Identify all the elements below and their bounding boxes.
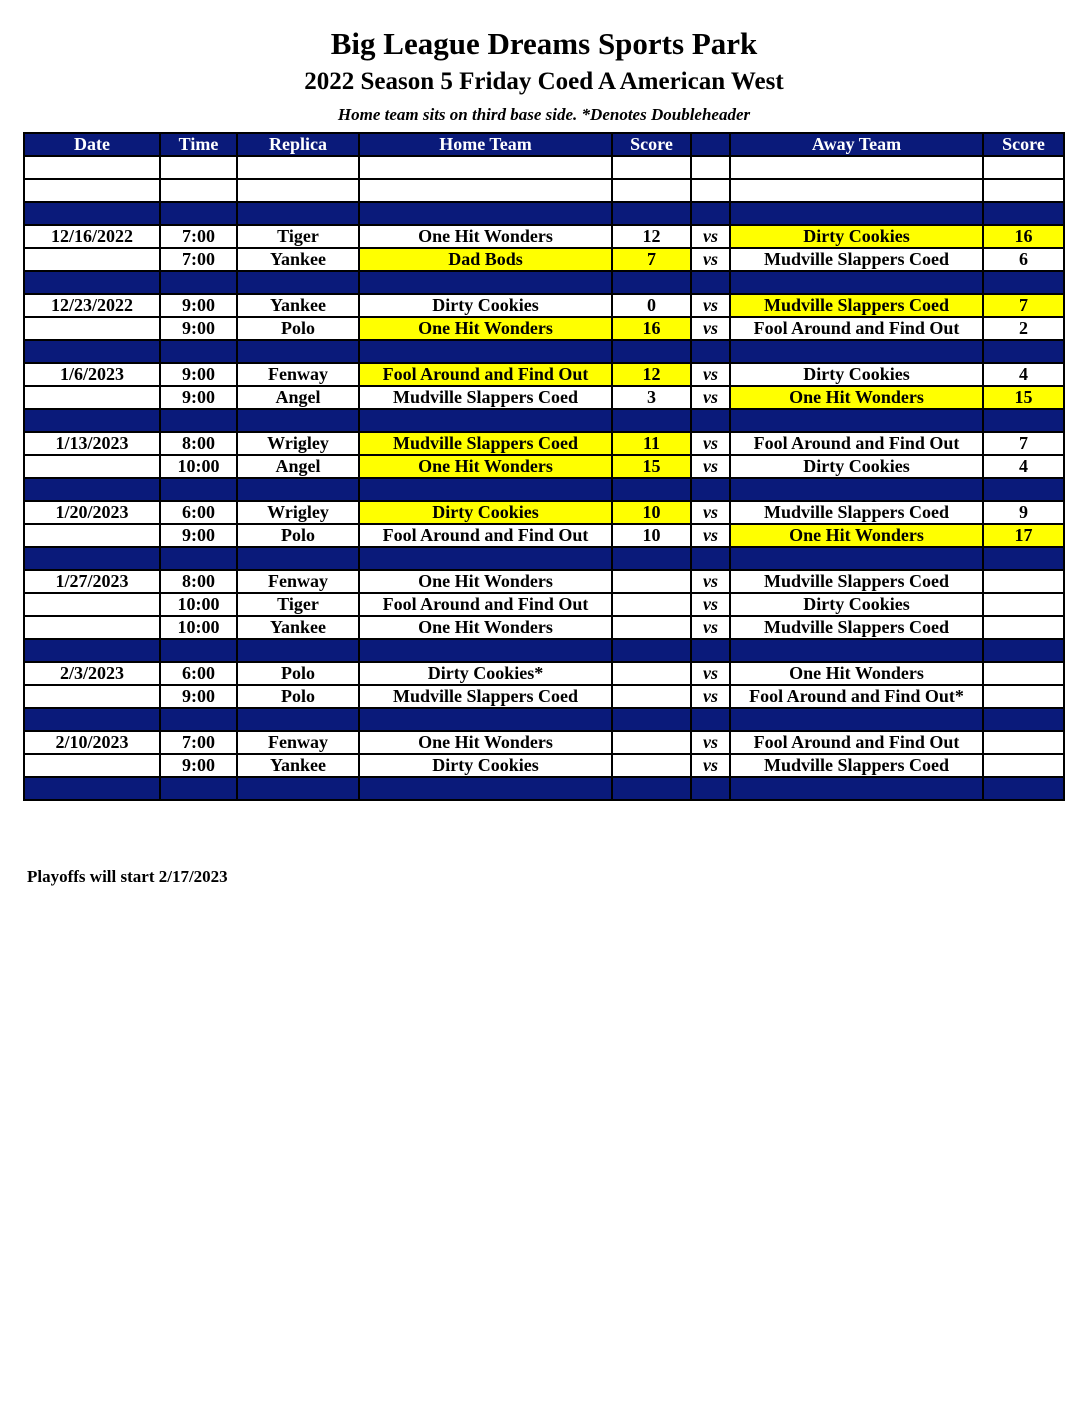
vs-label: vs (691, 294, 730, 317)
game-replica (237, 777, 359, 800)
home-team (359, 708, 612, 731)
game-time: 7:00 (160, 248, 237, 271)
game-replica: Tiger (237, 225, 359, 248)
game-time (160, 340, 237, 363)
away-team (730, 409, 983, 432)
game-date (24, 478, 160, 501)
game-replica (237, 179, 359, 202)
away-team: One Hit Wonders (730, 662, 983, 685)
game-replica: Polo (237, 662, 359, 685)
home-score (612, 662, 691, 685)
away-score: 7 (983, 294, 1064, 317)
vs-label: vs (691, 685, 730, 708)
away-score: 4 (983, 363, 1064, 386)
home-score (612, 179, 691, 202)
home-team (359, 547, 612, 570)
game-time: 7:00 (160, 225, 237, 248)
game-replica (237, 409, 359, 432)
game-date: 1/27/2023 (24, 570, 160, 593)
home-score: 10 (612, 524, 691, 547)
home-score (612, 616, 691, 639)
home-score (612, 409, 691, 432)
home-score: 7 (612, 248, 691, 271)
game-date (24, 524, 160, 547)
col-away-score: Score (983, 133, 1064, 156)
blank-row (24, 156, 1064, 179)
col-away-team: Away Team (730, 133, 983, 156)
game-date: 12/16/2022 (24, 225, 160, 248)
game-replica: Fenway (237, 570, 359, 593)
game-date (24, 271, 160, 294)
vs-label: vs (691, 593, 730, 616)
table-row (24, 501, 1064, 524)
home-score: 11 (612, 432, 691, 455)
game-date (24, 156, 160, 179)
vs-label: vs (691, 225, 730, 248)
home-team: Dirty Cookies (359, 294, 612, 317)
table-row (24, 455, 1064, 478)
game-time (160, 409, 237, 432)
separator-row (24, 202, 1064, 225)
table-row (24, 363, 1064, 386)
game-replica (237, 202, 359, 225)
game-replica: Tiger (237, 593, 359, 616)
game-date: 2/10/2023 (24, 731, 160, 754)
away-score (983, 202, 1064, 225)
home-score: 16 (612, 317, 691, 340)
separator-row (24, 478, 1064, 501)
table-row (24, 731, 1064, 754)
game-time: 8:00 (160, 432, 237, 455)
game-date: 1/13/2023 (24, 432, 160, 455)
home-score (612, 685, 691, 708)
away-score (983, 708, 1064, 731)
away-score (983, 179, 1064, 202)
game-date: 1/6/2023 (24, 363, 160, 386)
game-date: 12/23/2022 (24, 294, 160, 317)
table-row (24, 432, 1064, 455)
game-replica: Angel (237, 455, 359, 478)
game-time: 10:00 (160, 616, 237, 639)
game-time (160, 547, 237, 570)
game-replica: Angel (237, 386, 359, 409)
vs-label: vs (691, 432, 730, 455)
home-team (359, 478, 612, 501)
schedule-table (23, 132, 1065, 801)
away-score (983, 616, 1064, 639)
game-time: 9:00 (160, 294, 237, 317)
game-time: 7:00 (160, 731, 237, 754)
col-date: Date (24, 133, 160, 156)
away-score (983, 409, 1064, 432)
vs-label (691, 271, 730, 294)
home-score (612, 754, 691, 777)
away-score (983, 271, 1064, 294)
game-time: 9:00 (160, 317, 237, 340)
home-team: One Hit Wonders (359, 570, 612, 593)
home-score (612, 547, 691, 570)
game-replica (237, 271, 359, 294)
table-row (24, 662, 1064, 685)
home-team: One Hit Wonders (359, 455, 612, 478)
game-replica: Yankee (237, 616, 359, 639)
vs-label: vs (691, 501, 730, 524)
game-time: 10:00 (160, 593, 237, 616)
col-vs (691, 133, 730, 156)
game-date (24, 409, 160, 432)
vs-label (691, 478, 730, 501)
vs-label (691, 409, 730, 432)
home-team: Mudville Slappers Coed (359, 432, 612, 455)
home-score (612, 593, 691, 616)
away-score (983, 639, 1064, 662)
table-row (24, 685, 1064, 708)
home-score (612, 202, 691, 225)
home-team: Fool Around and Find Out (359, 524, 612, 547)
away-score: 7 (983, 432, 1064, 455)
home-team (359, 202, 612, 225)
game-replica: Polo (237, 524, 359, 547)
table-row (24, 570, 1064, 593)
game-replica (237, 478, 359, 501)
vs-label: vs (691, 616, 730, 639)
vs-label: vs (691, 455, 730, 478)
home-team (359, 639, 612, 662)
home-team: One Hit Wonders (359, 317, 612, 340)
separator-row (24, 409, 1064, 432)
vs-label: vs (691, 662, 730, 685)
away-score: 2 (983, 317, 1064, 340)
page-title: Big League Dreams Sports Park (330, 26, 758, 61)
separator-row (24, 639, 1064, 662)
game-time (160, 777, 237, 800)
home-score (612, 478, 691, 501)
away-score (983, 593, 1064, 616)
away-team: Mudville Slappers Coed (730, 248, 983, 271)
vs-label (691, 156, 730, 179)
game-date (24, 616, 160, 639)
game-time (160, 639, 237, 662)
vs-label (691, 179, 730, 202)
away-team (730, 777, 983, 800)
game-replica: Wrigley (237, 432, 359, 455)
away-score (983, 662, 1064, 685)
away-team: Mudville Slappers Coed (730, 616, 983, 639)
game-replica (237, 708, 359, 731)
home-team: One Hit Wonders (359, 225, 612, 248)
schedule-note: Home team sits on third base side. *Denotes Doubleheader (337, 105, 751, 124)
game-time (160, 478, 237, 501)
game-time (160, 156, 237, 179)
away-team: Fool Around and Find Out (730, 731, 983, 754)
vs-label (691, 777, 730, 800)
table-row (24, 593, 1064, 616)
away-team (730, 156, 983, 179)
game-replica: Fenway (237, 731, 359, 754)
home-score: 12 (612, 363, 691, 386)
away-score (983, 731, 1064, 754)
away-team (730, 547, 983, 570)
away-team: Fool Around and Find Out (730, 432, 983, 455)
away-team (730, 202, 983, 225)
game-replica (237, 156, 359, 179)
separator-row (24, 547, 1064, 570)
home-score (612, 708, 691, 731)
game-date (24, 639, 160, 662)
home-team: One Hit Wonders (359, 616, 612, 639)
away-team: One Hit Wonders (730, 524, 983, 547)
game-time: 9:00 (160, 386, 237, 409)
vs-label (691, 340, 730, 363)
game-date (24, 179, 160, 202)
home-team (359, 409, 612, 432)
game-time: 9:00 (160, 524, 237, 547)
home-score: 15 (612, 455, 691, 478)
game-replica (237, 639, 359, 662)
schedule-body (24, 156, 1064, 800)
home-team: Fool Around and Find Out (359, 363, 612, 386)
game-replica: Yankee (237, 294, 359, 317)
vs-label: vs (691, 386, 730, 409)
away-score (983, 570, 1064, 593)
home-team (359, 179, 612, 202)
away-team: Dirty Cookies (730, 363, 983, 386)
home-score (612, 271, 691, 294)
page-subtitle: 2022 Season 5 Friday Coed A American West (304, 68, 784, 95)
away-score (983, 156, 1064, 179)
game-time (160, 202, 237, 225)
game-replica: Yankee (237, 754, 359, 777)
game-date (24, 708, 160, 731)
table-row (24, 386, 1064, 409)
away-score (983, 685, 1064, 708)
col-time: Time (160, 133, 237, 156)
vs-label: vs (691, 570, 730, 593)
game-date (24, 685, 160, 708)
game-date (24, 248, 160, 271)
separator-row (24, 340, 1064, 363)
home-score: 0 (612, 294, 691, 317)
vs-label (691, 708, 730, 731)
away-score: 6 (983, 248, 1064, 271)
game-date (24, 317, 160, 340)
game-replica: Yankee (237, 248, 359, 271)
game-replica (237, 547, 359, 570)
game-date (24, 202, 160, 225)
away-team: Mudville Slappers Coed (730, 754, 983, 777)
away-score: 15 (983, 386, 1064, 409)
table-row (24, 294, 1064, 317)
vs-label: vs (691, 363, 730, 386)
away-score: 17 (983, 524, 1064, 547)
home-score: 3 (612, 386, 691, 409)
game-date: 1/20/2023 (24, 501, 160, 524)
home-team (359, 777, 612, 800)
away-score (983, 547, 1064, 570)
away-team: Mudville Slappers Coed (730, 501, 983, 524)
game-time: 6:00 (160, 501, 237, 524)
header-row (24, 133, 1064, 156)
table-row (24, 317, 1064, 340)
away-team: One Hit Wonders (730, 386, 983, 409)
game-date (24, 455, 160, 478)
away-score (983, 754, 1064, 777)
home-team: Dirty Cookies (359, 754, 612, 777)
table-row (24, 616, 1064, 639)
away-team: Fool Around and Find Out (730, 317, 983, 340)
home-team (359, 340, 612, 363)
game-time (160, 708, 237, 731)
game-time (160, 179, 237, 202)
game-time: 6:00 (160, 662, 237, 685)
game-time: 9:00 (160, 754, 237, 777)
vs-label (691, 202, 730, 225)
away-score: 4 (983, 455, 1064, 478)
game-time: 8:00 (160, 570, 237, 593)
home-score (612, 156, 691, 179)
game-date (24, 593, 160, 616)
home-team: Dirty Cookies (359, 501, 612, 524)
away-team (730, 478, 983, 501)
game-time (160, 271, 237, 294)
game-replica (237, 340, 359, 363)
col-home-score: Score (612, 133, 691, 156)
away-team: Dirty Cookies (730, 225, 983, 248)
game-replica: Wrigley (237, 501, 359, 524)
away-team (730, 708, 983, 731)
home-team: Dad Bods (359, 248, 612, 271)
game-time: 10:00 (160, 455, 237, 478)
away-team: Dirty Cookies (730, 593, 983, 616)
game-date (24, 340, 160, 363)
blank-row (24, 179, 1064, 202)
away-team (730, 271, 983, 294)
home-team: Dirty Cookies* (359, 662, 612, 685)
away-team: Dirty Cookies (730, 455, 983, 478)
away-team (730, 179, 983, 202)
vs-label: vs (691, 754, 730, 777)
away-score (983, 340, 1064, 363)
home-team: One Hit Wonders (359, 731, 612, 754)
playoffs-note: Playoffs will start 2/17/2023 (27, 867, 228, 886)
game-replica: Fenway (237, 363, 359, 386)
home-team (359, 156, 612, 179)
away-team: Fool Around and Find Out* (730, 685, 983, 708)
table-row (24, 225, 1064, 248)
home-team: Fool Around and Find Out (359, 593, 612, 616)
game-date (24, 754, 160, 777)
home-team: Mudville Slappers Coed (359, 685, 612, 708)
game-time: 9:00 (160, 363, 237, 386)
vs-label: vs (691, 317, 730, 340)
away-team (730, 340, 983, 363)
away-score: 16 (983, 225, 1064, 248)
game-time: 9:00 (160, 685, 237, 708)
game-replica: Polo (237, 685, 359, 708)
separator-row (24, 708, 1064, 731)
away-score (983, 777, 1064, 800)
home-score (612, 639, 691, 662)
separator-row (24, 271, 1064, 294)
table-row (24, 248, 1064, 271)
home-score (612, 570, 691, 593)
away-team: Mudville Slappers Coed (730, 570, 983, 593)
home-score (612, 731, 691, 754)
separator-row (24, 777, 1064, 800)
home-score (612, 777, 691, 800)
game-date (24, 547, 160, 570)
away-team: Mudville Slappers Coed (730, 294, 983, 317)
away-score: 9 (983, 501, 1064, 524)
home-team (359, 271, 612, 294)
vs-label (691, 547, 730, 570)
table-row (24, 754, 1064, 777)
home-score: 12 (612, 225, 691, 248)
home-team: Mudville Slappers Coed (359, 386, 612, 409)
home-score: 10 (612, 501, 691, 524)
game-date: 2/3/2023 (24, 662, 160, 685)
away-team (730, 639, 983, 662)
vs-label (691, 639, 730, 662)
home-score (612, 340, 691, 363)
col-replica: Replica (237, 133, 359, 156)
game-date (24, 386, 160, 409)
vs-label: vs (691, 524, 730, 547)
game-date (24, 777, 160, 800)
game-replica: Polo (237, 317, 359, 340)
away-score (983, 478, 1064, 501)
vs-label: vs (691, 248, 730, 271)
vs-label: vs (691, 731, 730, 754)
table-row (24, 524, 1064, 547)
col-home-team: Home Team (359, 133, 612, 156)
